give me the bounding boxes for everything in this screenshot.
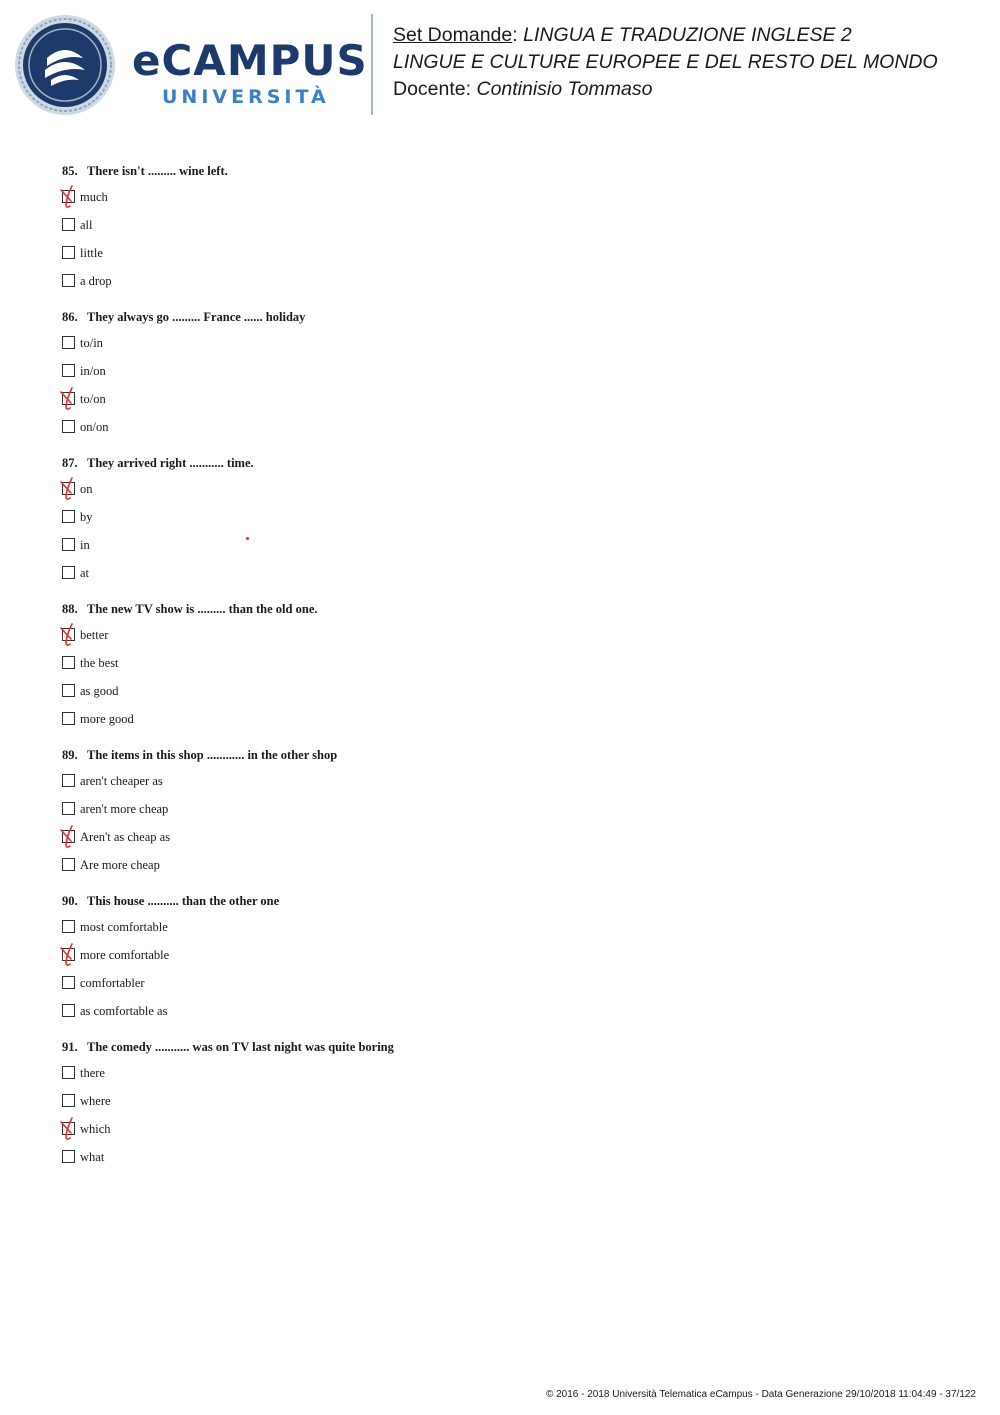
answer-label: much [80, 190, 108, 204]
answer-label: on/on [80, 420, 109, 434]
answer-checkbox[interactable] [62, 1150, 75, 1163]
answer-checkbox[interactable] [62, 510, 75, 523]
answer-label: aren't cheaper as [80, 774, 163, 788]
answer-checkbox[interactable] [62, 336, 75, 349]
ecampus-wordmark [132, 36, 368, 108]
answer-label: a drop [80, 274, 112, 288]
answer-option[interactable] [62, 997, 862, 1025]
handwritten-check-icon [58, 184, 80, 210]
set-label: Set Domande [393, 24, 513, 46]
answer-label: aren't more cheap [80, 802, 169, 816]
answer-label: there [80, 1066, 105, 1080]
answer-label: to/in [80, 336, 103, 350]
answer-option[interactable] [62, 649, 862, 677]
answer-checkbox[interactable] [62, 656, 75, 669]
answer-checkbox[interactable] [62, 1094, 75, 1107]
answer-checkbox[interactable] [62, 684, 75, 697]
question-number: 85. [62, 164, 78, 178]
answer-option[interactable] [62, 851, 862, 879]
answer-option[interactable] [62, 267, 862, 295]
answer-label: comfortabler [80, 976, 145, 990]
page-header [0, 0, 1000, 130]
answer-option[interactable] [62, 705, 862, 733]
answer-checkbox[interactable] [62, 920, 75, 933]
answer-option[interactable] [62, 913, 862, 941]
answer-option[interactable] [62, 385, 862, 413]
answer-checkbox[interactable] [62, 1066, 75, 1079]
question-list [62, 162, 862, 1184]
teacher-line: Docente: Continisio Tommaso [393, 78, 653, 100]
answer-checkbox[interactable] [62, 218, 75, 231]
answer-checkbox[interactable] [62, 712, 75, 725]
answer-label: most comfortable [80, 920, 168, 934]
answer-option[interactable] [62, 211, 862, 239]
answer-option[interactable] [62, 969, 862, 997]
question-number: 91. [62, 1040, 78, 1054]
question-block [62, 162, 862, 295]
brand-sub: UNIVERSITÀ [162, 86, 330, 108]
answer-label: Aren't as cheap as [80, 830, 171, 844]
question-title [62, 308, 862, 326]
question-number: 86. [62, 310, 78, 324]
question-block [62, 1038, 862, 1171]
answer-checkbox[interactable] [62, 274, 75, 287]
ink-dot [246, 537, 249, 540]
answer-label: by [80, 510, 93, 524]
answer-label: little [80, 246, 103, 260]
answer-checkbox[interactable] [62, 802, 75, 815]
question-text: They arrived right ........... time. [87, 456, 254, 470]
answer-option[interactable] [62, 677, 862, 705]
question-block [62, 892, 862, 1025]
course-line: Set Domande: LINGUA E TRADUZIONE INGLESE 2 [393, 24, 852, 46]
answer-checkbox[interactable] [62, 976, 75, 989]
answer-label: on [80, 482, 93, 496]
handwritten-check-icon [58, 386, 80, 412]
question-title [62, 892, 862, 910]
question-block [62, 746, 862, 879]
question-title [62, 454, 862, 472]
answer-label: as good [80, 684, 119, 698]
question-number: 87. [62, 456, 78, 470]
answer-option[interactable] [62, 475, 862, 503]
answer-label: at [80, 566, 90, 580]
answer-option[interactable] [62, 823, 862, 851]
question-block [62, 454, 862, 587]
handwritten-check-icon [58, 622, 80, 648]
answer-option[interactable] [62, 1143, 862, 1171]
ecampus-seal-logo [14, 14, 116, 116]
answer-option[interactable] [62, 239, 862, 267]
degree-line [393, 49, 938, 76]
answer-label: more comfortable [80, 948, 170, 962]
answer-checkbox[interactable] [62, 420, 75, 433]
answer-option[interactable] [62, 621, 862, 649]
question-text: They always go ......... France ...... holiday [87, 310, 306, 324]
answer-option[interactable] [62, 1059, 862, 1087]
question-number: 89. [62, 748, 78, 762]
answer-label: to/on [80, 392, 106, 406]
answer-checkbox[interactable] [62, 538, 75, 551]
answer-option[interactable] [62, 503, 862, 531]
answer-option[interactable] [62, 795, 862, 823]
question-title [62, 746, 862, 764]
course-title: LINGUA E TRADUZIONE INGLESE 2 [523, 24, 852, 46]
answer-label: what [80, 1150, 105, 1164]
answer-label: Are more cheap [80, 858, 160, 872]
question-number: 90. [62, 894, 78, 908]
answer-label: the best [80, 656, 119, 670]
answer-option[interactable] [62, 329, 862, 357]
answer-label: in/on [80, 364, 106, 378]
question-block [62, 308, 862, 441]
answer-label: which [80, 1122, 111, 1136]
answer-checkbox[interactable] [62, 858, 75, 871]
answer-option[interactable] [62, 559, 862, 587]
question-text: There isn't ......... wine left. [87, 164, 228, 178]
answer-option[interactable] [62, 767, 862, 795]
answer-option[interactable] [62, 531, 862, 559]
question-text: This house .......... than the other one [87, 894, 280, 908]
answer-label: where [80, 1094, 111, 1108]
brand-main: eCAMPUS [132, 36, 368, 85]
answer-option[interactable] [62, 1115, 862, 1143]
question-title [62, 162, 862, 180]
answer-checkbox[interactable] [62, 246, 75, 259]
degree-title: LINGUE E CULTURE EUROPEE E DEL RESTO DEL MONDO [393, 51, 938, 73]
answer-label: better [80, 628, 109, 642]
answer-checkbox[interactable] [62, 566, 75, 579]
handwritten-check-icon [58, 1116, 80, 1142]
question-text: The items in this shop ............ in the other shop [87, 748, 338, 762]
answer-checkbox[interactable] [62, 364, 75, 377]
answer-label: all [80, 218, 93, 232]
answer-checkbox[interactable] [62, 1004, 75, 1017]
handwritten-check-icon [58, 476, 80, 502]
question-text: The comedy ........... was on TV last night was quite boring [87, 1040, 394, 1054]
answer-label: as comfortable as [80, 1004, 168, 1018]
answer-checkbox[interactable] [62, 774, 75, 787]
question-number: 88. [62, 602, 78, 616]
course-info [393, 22, 938, 103]
question-title [62, 600, 862, 618]
header-divider [371, 14, 373, 115]
handwritten-check-icon [58, 824, 80, 850]
question-text: The new TV show is ......... than the old one. [87, 602, 318, 616]
answer-option[interactable] [62, 941, 862, 969]
teacher-label: Docente [393, 78, 466, 100]
answer-option[interactable] [62, 413, 862, 441]
question-title [62, 1038, 862, 1056]
answer-label: more good [80, 712, 134, 726]
answer-option[interactable] [62, 1087, 862, 1115]
answer-label: in [80, 538, 90, 552]
handwritten-check-icon [58, 942, 80, 968]
answer-option[interactable] [62, 183, 862, 211]
teacher-name: Continisio Tommaso [476, 78, 653, 100]
page-footer: © 2016 - 2018 Università Telematica eCampus - Data Generazione 29/10/2018 11:04:49 - 37/122 [545, 1389, 976, 1400]
question-block [62, 600, 862, 733]
answer-option[interactable] [62, 357, 862, 385]
